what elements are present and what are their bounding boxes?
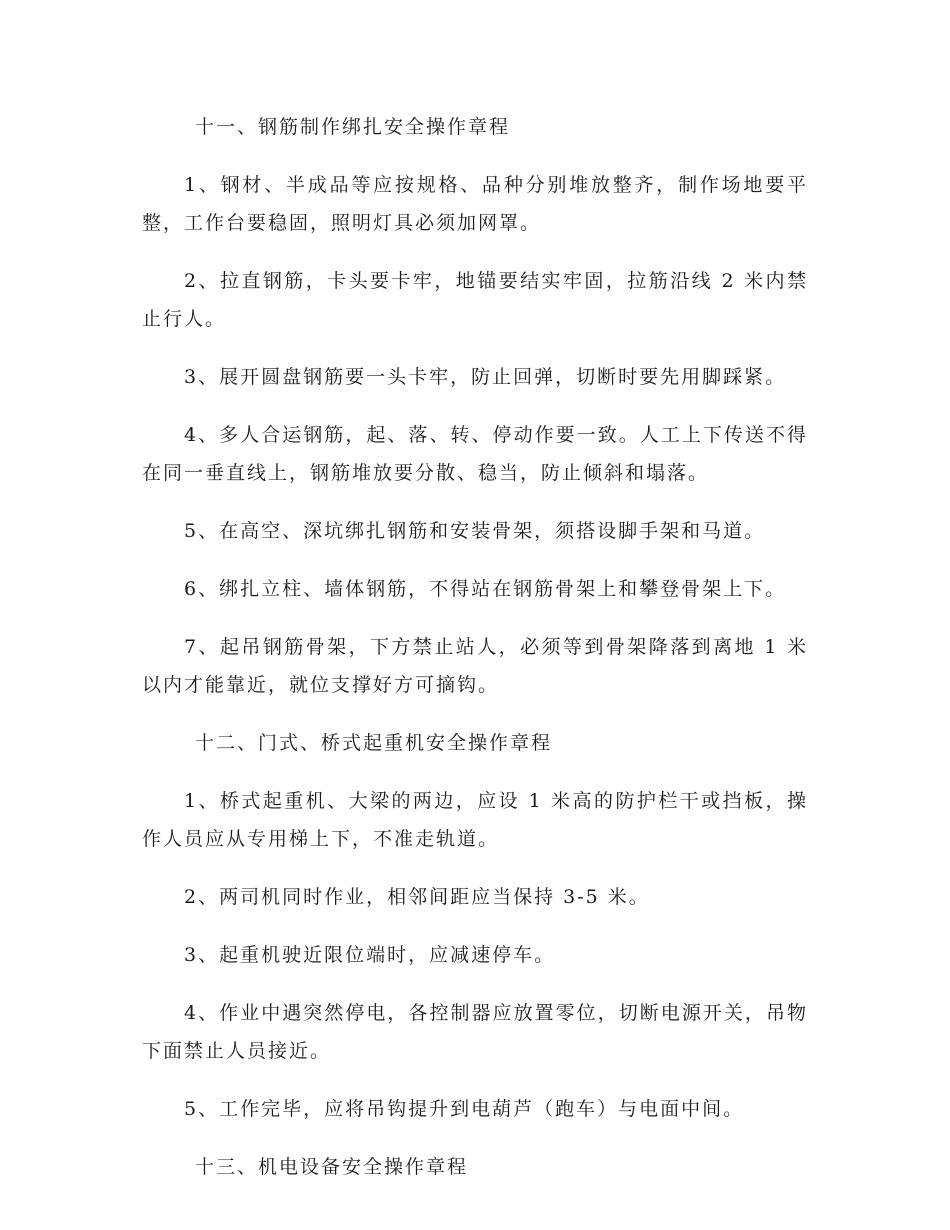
paragraph: 3、展开圆盘钢筋要一头卡牢，防止回弹，切断时要先用脚踩紧。 [184,366,787,388]
paragraph: 4、作业中遇突然停电，各控制器应放置零位，切断电源开关，吊物下面禁止人员接近。 [142,1002,808,1062]
section-heading: 十三、机电设备安全操作章程 [195,1156,469,1178]
paragraph: 1、钢材、半成品等应按规格、品种分别堆放整齐，制作场地要平整，工作台要稳固，照明灯具必须加网罩。 [142,174,808,234]
paragraph: 1、桥式起重机、大梁的两边，应设 1 米高的防护栏干或挡板，操作人员应从专用梯上下，不准走轨道。 [142,790,808,850]
paragraph: 3、起重机驶近限位端时，应减速停车。 [184,944,556,966]
section-heading: 十二、门式、桥式起重机安全操作章程 [195,732,553,754]
paragraph: 5、工作完毕，应将吊钩提升到电葫芦（跑车）与电面中间。 [184,1098,745,1120]
paragraph: 5、在高空、深坑绑扎钢筋和安装骨架，须搭设脚手架和马道。 [184,520,766,542]
paragraph: 2、两司机同时作业，相邻间距应当保持 3-5 米。 [184,886,650,908]
document-body [142,108,808,1186]
paragraph: 4、多人合运钢筋，起、落、转、停动作要一致。人工上下传送不得在同一垂直线上，钢筋堆放要分散、稳当，防止倾斜和塌落。 [142,424,808,484]
paragraph: 7、起吊钢筋骨架，下方禁止站人，必须等到骨架降落到离地 1 米以内才能靠近，就位支撑好方可摘钩。 [142,636,808,696]
paragraph: 2、拉直钢筋，卡头要卡牢，地锚要结实牢固，拉筋沿线 2 米内禁止行人。 [142,270,808,330]
paragraph: 6、绑扎立柱、墙体钢筋，不得站在钢筋骨架上和攀登骨架上下。 [184,578,787,600]
section-heading: 十一、钢筋制作绑扎安全操作章程 [195,116,511,138]
